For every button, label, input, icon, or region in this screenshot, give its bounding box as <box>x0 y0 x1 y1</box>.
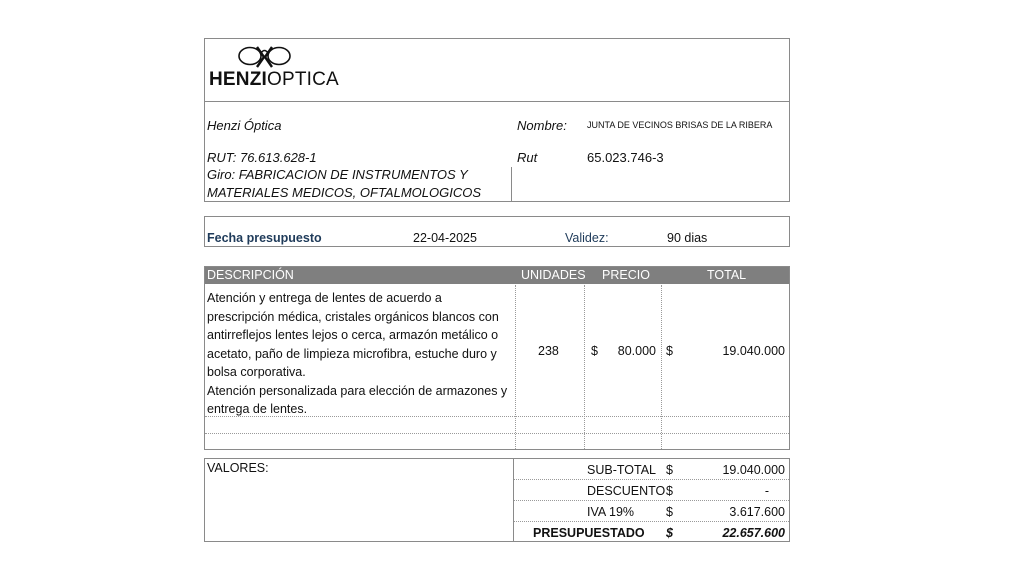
item-description-line: prescripción médica, cristales orgánicos blancos con <box>207 309 499 324</box>
discount-currency: $ <box>666 484 673 498</box>
brand-wordmark <box>209 69 339 91</box>
item-total: 19.040.000 <box>722 344 785 358</box>
table-row <box>207 289 512 419</box>
company-rut: RUT: 76.613.628-1 <box>207 150 317 165</box>
item-description-line: Atención y entrega de lentes de acuerdo a <box>207 291 442 305</box>
item-description-line: Atención personalizada para elección de armazones y <box>207 383 508 398</box>
client-name-label: Nombre: <box>517 118 567 133</box>
header-units: UNIDADES <box>521 268 586 282</box>
date-row <box>204 216 790 247</box>
header-total: TOTAL <box>707 268 747 282</box>
validity-label: Validez: <box>565 231 609 245</box>
date-label: Fecha presupuesto <box>207 231 322 245</box>
row-divider <box>514 500 789 501</box>
subtotal-value: 19.040.000 <box>722 463 785 477</box>
item-description-line: entrega de lentes. <box>207 402 308 416</box>
grand-total-label: PRESUPUESTADO <box>533 526 645 540</box>
item-description-line: bolsa corporativa. <box>207 365 306 379</box>
row-divider <box>514 521 789 522</box>
header-description: DESCRIPCIÓN <box>207 268 294 282</box>
iva-label: IVA 19% <box>587 505 635 519</box>
info-divider <box>511 167 512 201</box>
date-value: 22-04-2025 <box>413 231 477 245</box>
item-description-line: antirreflejos lentes lejos o cerca, armazón metálico o <box>207 328 499 342</box>
letterhead <box>204 38 790 102</box>
table-header <box>205 267 789 284</box>
item-price: 80.000 <box>617 344 656 358</box>
company-giro-line2: MATERIALES MEDICOS, OFTALMOLOGICOS <box>207 185 482 200</box>
col-divider <box>661 285 662 449</box>
subtotal-label: SUB-TOTAL <box>587 463 656 477</box>
item-description-line: acetato, paño de limpieza microfibra, estuche duro y <box>207 346 497 361</box>
client-name: JUNTA DE VECINOS BRISAS DE LA RIBERA <box>587 120 773 130</box>
brand-bold: HENZI <box>209 69 267 90</box>
totals-box <box>204 458 790 542</box>
row-divider <box>205 433 789 434</box>
item-units: 238 <box>538 344 559 358</box>
iva-value: 3.617.600 <box>729 505 785 519</box>
col-divider <box>584 285 585 449</box>
grand-total-currency: $ <box>666 526 673 540</box>
col-divider <box>515 285 516 449</box>
subtotal-currency: $ <box>666 463 673 477</box>
client-rut-label: Rut <box>517 150 538 165</box>
grand-total-value: 22.657.600 <box>722 526 785 540</box>
iva-currency: $ <box>666 505 673 519</box>
row-divider <box>514 479 789 480</box>
glasses-logo-icon <box>235 45 295 69</box>
header-price: PRECIO <box>602 268 650 282</box>
discount-value: - <box>764 484 769 498</box>
discount-label: DESCUENTO <box>587 484 666 498</box>
client-rut: 65.023.746-3 <box>587 150 664 165</box>
company-name: Henzi Óptica <box>207 118 282 133</box>
items-table <box>204 266 790 450</box>
brand-light: OPTICA <box>267 69 339 90</box>
item-price-currency: $ <box>591 344 598 358</box>
party-info <box>204 101 790 202</box>
item-total-currency: $ <box>666 344 673 358</box>
company-giro-line1: Giro: FABRICACION DE INSTRUMENTOS Y <box>207 167 468 182</box>
values-label: VALORES: <box>207 461 269 475</box>
validity-value: 90 dias <box>667 231 708 245</box>
